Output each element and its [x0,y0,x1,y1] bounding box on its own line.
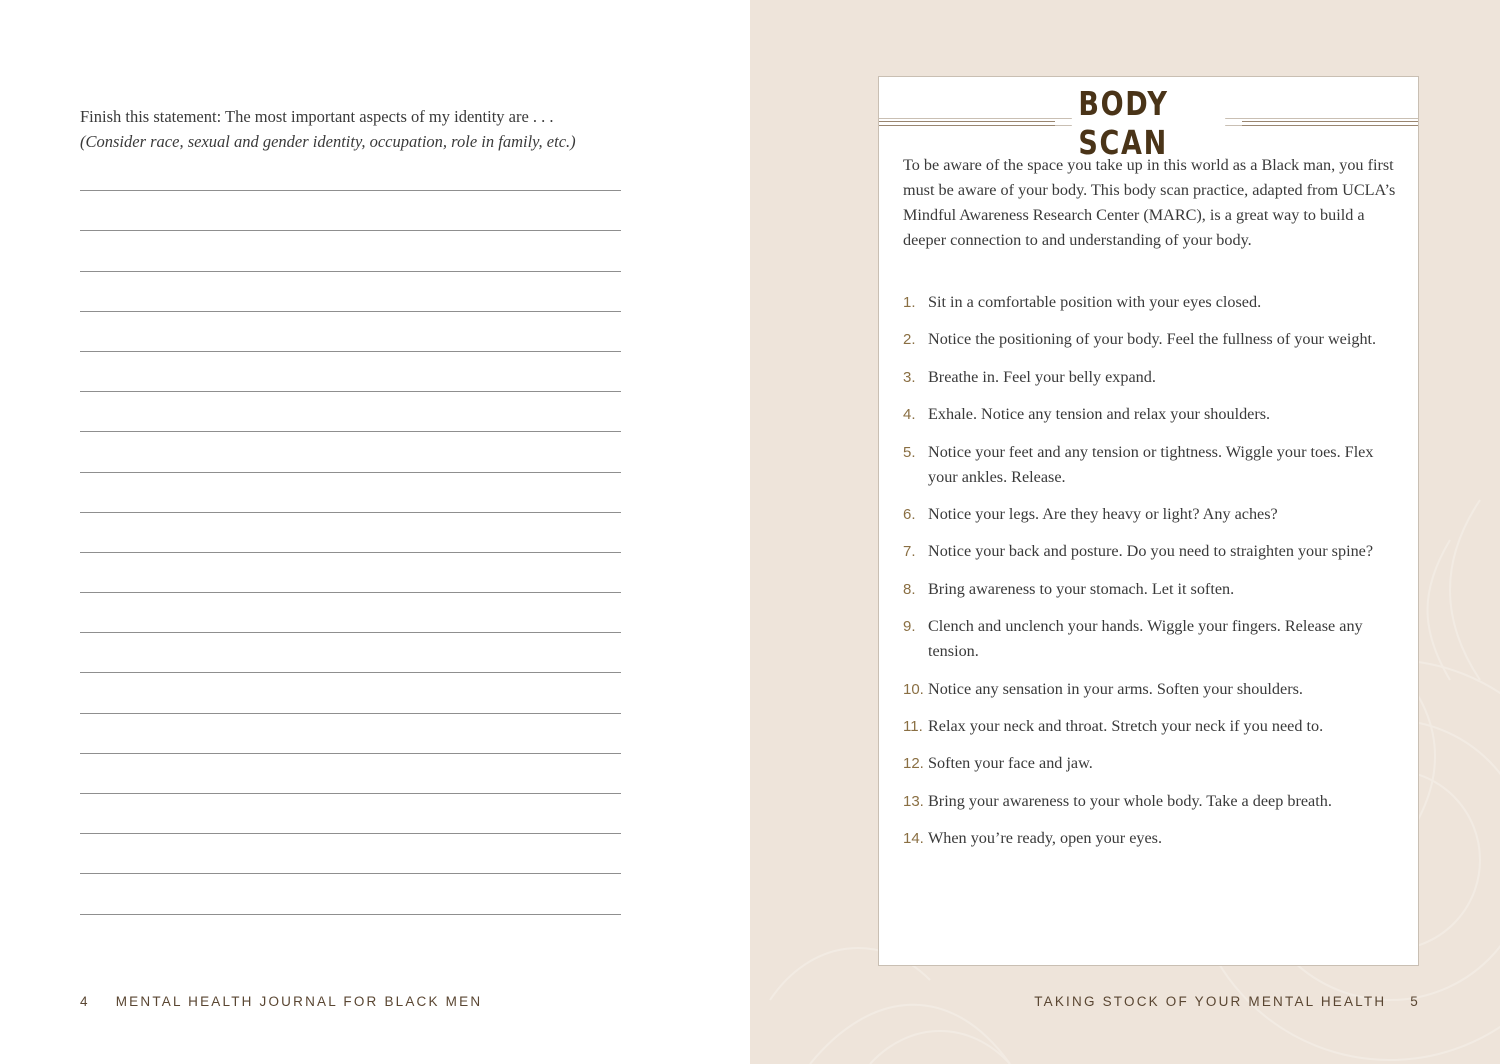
step-item [903,789,1398,814]
writing-line[interactable] [80,874,621,914]
step-item [903,402,1398,427]
steps-list [903,290,1398,863]
step-number: 6. [903,505,916,523]
step-number: 7. [903,543,916,561]
step-text: Breathe in. Feel your belly expand. [928,367,1156,386]
step-number: 4. [903,406,916,424]
prompt-hint: (Consider race, sexual and gender identity, occupation, role in family, etc.) [80,132,576,151]
step-item [903,826,1398,851]
writing-line[interactable] [80,673,621,713]
step-text: Notice your back and posture. Do you need to straighten your spine? [928,542,1374,561]
step-text: Exhale. Notice any tension and relax your shoulders. [928,405,1271,424]
step-item [903,577,1398,602]
step-text: Clench and unclench your hands. Wiggle your fingers. Release any tension. [928,617,1363,661]
body-scan-card [878,76,1419,966]
step-text: Bring awareness to your stomach. Let it soften. [928,579,1235,598]
step-number: 3. [903,368,916,386]
step-number: 13. [903,792,924,810]
step-number: 12. [903,755,924,773]
step-text: Notice the positioning of your body. Feel the fullness of your weight. [928,330,1377,349]
writing-line[interactable] [80,392,621,432]
step-item [903,539,1398,564]
step-text: Soften your face and jaw. [928,754,1093,773]
writing-line[interactable] [80,633,621,673]
step-text: When you’re ready, open your eyes. [928,829,1163,848]
step-number: 1. [903,294,916,311]
right-page [750,0,1500,1064]
step-number: 11. [903,717,923,735]
step-text: Notice any sensation in your arms. Soften your shoulders. [928,679,1303,698]
writing-line[interactable] [80,794,621,834]
step-item [903,751,1398,776]
running-head: TAKING STOCK OF YOUR MENTAL HEALTH [1034,994,1387,1009]
step-number: 5. [903,443,916,461]
writing-line[interactable] [80,272,621,312]
step-text: Notice your feet and any tension or tightness. Wiggle your toes. Flex your ankles. Release. [928,442,1374,486]
writing-line[interactable] [80,553,621,593]
journal-prompt [80,104,640,154]
writing-line[interactable] [80,231,621,271]
title-rule-left [879,121,1055,126]
step-text: Relax your neck and throat. Stretch your neck if you need to. [928,716,1324,735]
writing-line[interactable] [80,352,621,392]
step-number: 2. [903,331,916,349]
prompt-statement: Finish this statement: The most important aspects of my identity are . . . [80,107,554,126]
title-rule-right [1242,121,1418,126]
left-footer [80,994,482,1009]
title-bar [879,84,1418,162]
right-footer [1034,994,1420,1009]
step-number: 14. [903,830,924,848]
step-number: 10. [903,680,924,698]
writing-lines[interactable] [80,151,621,915]
writing-line[interactable] [80,754,621,794]
writing-line[interactable] [80,714,621,754]
step-number: 8. [903,580,916,598]
step-text: Bring your awareness to your whole body. Take a deep breath. [928,791,1332,810]
step-item [903,677,1398,702]
writing-line[interactable] [80,432,621,472]
step-item [903,714,1398,739]
writing-line[interactable] [80,312,621,352]
step-item [903,440,1398,490]
writing-line[interactable] [80,513,621,553]
writing-line[interactable] [80,151,621,191]
page-number: 4 [80,994,90,1009]
writing-line[interactable] [80,593,621,633]
writing-line[interactable] [80,473,621,513]
step-item [903,614,1398,664]
page-number: 5 [1410,994,1420,1009]
step-text: Notice your legs. Are they heavy or light? Any aches? [928,504,1278,523]
section-title: BODY SCAN [1072,84,1225,162]
intro-paragraph: To be aware of the space you take up in this world as a Black man, you first must be aware of your body. This body scan practice, adapted from UCLA’s Mindful Awareness Research Center (MARC), is a great way to build a deeper connection to and understanding of your body. [903,156,1396,249]
step-item [903,290,1398,315]
writing-line[interactable] [80,834,621,874]
running-head: MENTAL HEALTH JOURNAL FOR BLACK MEN [115,994,483,1009]
step-item [903,365,1398,390]
step-text: Sit in a comfortable position with your eyes closed. [928,293,1262,311]
step-number: 9. [903,618,916,636]
step-item [903,502,1398,527]
step-item [903,327,1398,352]
writing-line[interactable] [80,191,621,231]
